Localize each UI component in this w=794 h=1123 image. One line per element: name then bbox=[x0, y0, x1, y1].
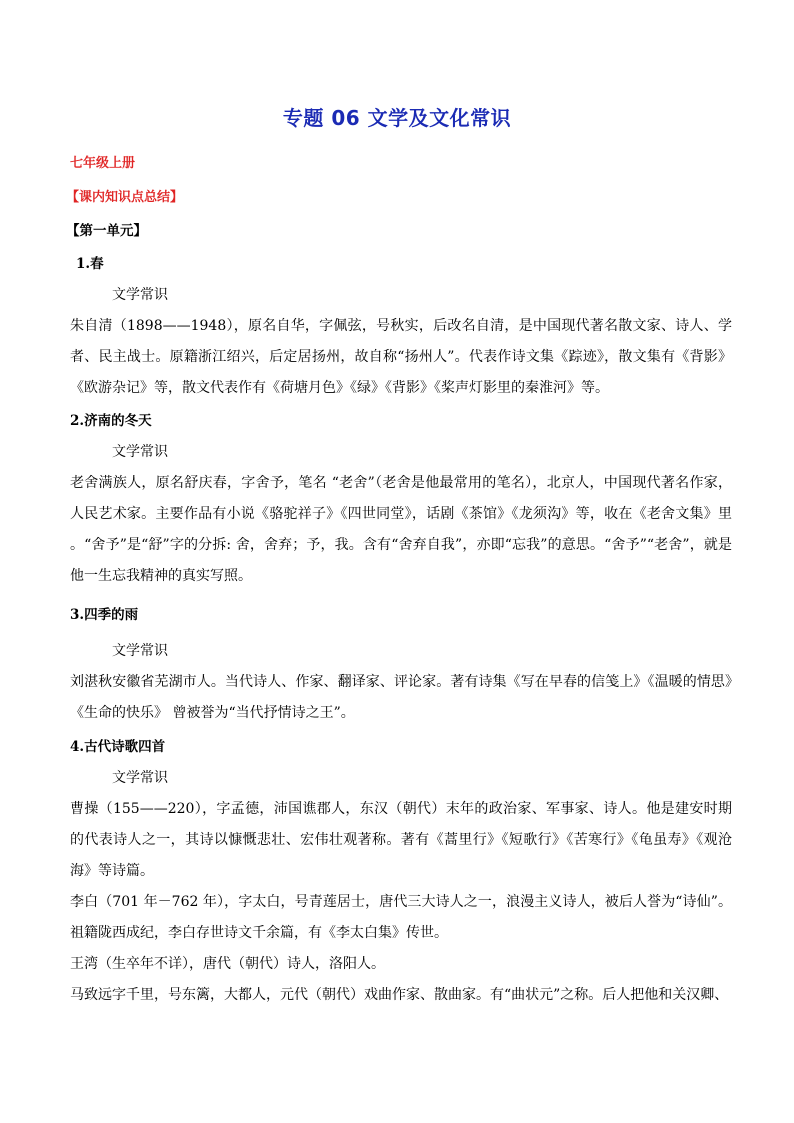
section-heading: 4.古代诗歌四首 bbox=[70, 739, 166, 755]
section-heading: 2.济南的冬天 bbox=[70, 413, 152, 429]
section-paragraph: 老舍满族人，原名舒庆春，字舍予，笔名 “老舍”（老舍是他最常用的笔名），北京人，中国现代著名作家，人民艺术家。主要作品有小说《骆驼祥子》《四世同堂》，话剧《茶馆》《龙须沟》等，收在《老舍文集》里 。“舍予”是“舒”字的分拆: 舍，舍弃；予，我。含有“舍弃自我”，亦即“忘我”的意思。“舍予”“老舍”，就是他一生忘我精神的真实写照。 bbox=[70, 475, 732, 584]
section-label: 文学常识 bbox=[112, 643, 168, 659]
section-paragraph: 刘湛秋安徽省芜湖市人。当代诗人、作家、翻译家、评论家。著有诗集《写在早春的信笺上》《温暖的情思》《生命的快乐》 曾被誉为“当代抒情诗之王”。 bbox=[70, 674, 732, 721]
summary-heading: 【课内知识点总结】 bbox=[66, 190, 184, 205]
paragraph-ma-zhiyuan: 马致远字千里，号东篱，大都人，元代（朝代）戏曲作家、散曲家。有“曲状元”之称。后人把他和关汉卿、 bbox=[70, 987, 729, 1003]
paragraph-li-bai: 李白（701 年－762 年），字太白，号青莲居士，唐代三大诗人之一，浪漫主义诗人，被后人誉为“诗仙”。祖籍陇西成纪，李白存世诗文千余篇，有《李太白集》传世。 bbox=[70, 894, 732, 941]
grade-heading: 七年级上册 bbox=[70, 156, 136, 171]
unit-heading: 【第一单元】 bbox=[66, 223, 147, 239]
section-paragraph: 朱自清（1898——1948），原名自华，字佩弦，号秋实，后改名自清，是中国现代著名散文家、诗人、学者、民主战士。原籍浙江绍兴，后定居扬州，故自称“扬州人”。代表作诗文集《踪迹》，散文集有《背影》《欧游杂记》等，散文代表作有《荷塘月色》《绿》《背影》《桨声灯影里的秦淮河》等。 bbox=[70, 318, 732, 396]
paragraph-wang-wan: 王湾（生卒年不详），唐代（朝代）诗人，洛阳人。 bbox=[70, 956, 385, 972]
section-heading: 3.四季的雨 bbox=[70, 607, 139, 623]
section-label: 文学常识 bbox=[112, 444, 168, 460]
section-heading: 1.春 bbox=[76, 256, 104, 272]
paragraph-cao-cao: 曹操（155——220），字孟德，沛国谯郡人，东汉（朝代）末年的政治家、军事家、诗人。他是建安时期的代表诗人之一，其诗以慷慨悲壮、宏伟壮观著称。著有《蒿里行》《短歌行》《苦寒行》《龟虽寿》《观沧海》等诗篇。 bbox=[70, 801, 732, 879]
section-paragraphs bbox=[70, 794, 732, 1011]
section-label: 文学常识 bbox=[112, 287, 168, 303]
section-label: 文学常识 bbox=[112, 770, 168, 786]
page-title: 专题 06 文学及文化常识 bbox=[282, 106, 512, 130]
